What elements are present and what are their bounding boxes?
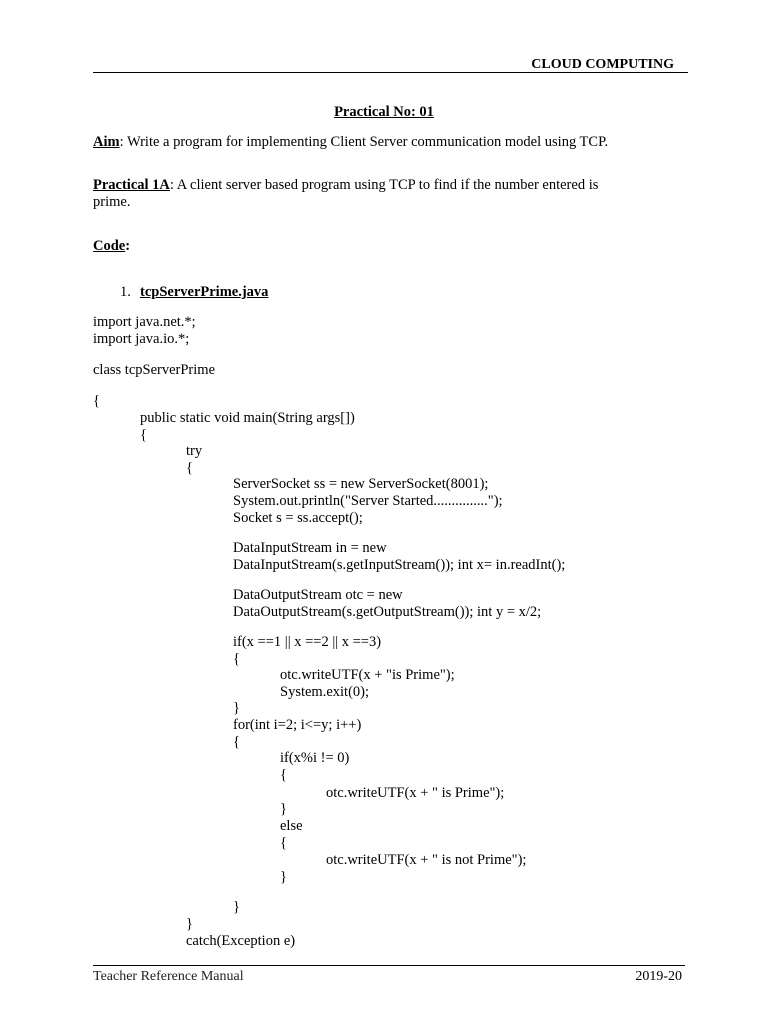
code-line: { bbox=[233, 734, 240, 750]
code-line: } bbox=[280, 801, 287, 817]
code-colon: : bbox=[125, 238, 131, 254]
code-line: DataOutputStream otc = new bbox=[233, 587, 403, 603]
code-line: catch(Exception e) bbox=[186, 933, 296, 949]
code-line: if(x ==1 || x ==2 || x ==3) bbox=[233, 634, 382, 650]
code-line: try bbox=[186, 443, 203, 459]
practical-1a-text: : A client server based program using TCP to find if the number entered is bbox=[169, 177, 599, 193]
code-line: { bbox=[186, 460, 193, 476]
code-line: { bbox=[280, 767, 287, 783]
footer-manual-title: Teacher Reference Manual bbox=[93, 969, 244, 984]
code-line: ServerSocket ss = new ServerSocket(8001); bbox=[233, 476, 489, 492]
file-name: tcpServerPrime.java bbox=[140, 284, 269, 300]
practical-number: Practical No: 01 bbox=[334, 104, 434, 120]
code-line: DataOutputStream(s.getOutputStream()); int y = x/2; bbox=[233, 604, 542, 620]
code-line: Socket s = ss.accept(); bbox=[233, 510, 363, 526]
code-line: otc.writeUTF(x + " is not Prime"); bbox=[326, 852, 527, 868]
practical-1a-text-cont: prime. bbox=[93, 194, 131, 210]
header-rule bbox=[93, 72, 688, 73]
code-line: System.exit(0); bbox=[280, 684, 370, 700]
code-line: for(int i=2; i<=y; i++) bbox=[233, 717, 362, 733]
code-line: } bbox=[233, 700, 240, 716]
footer-rule bbox=[93, 965, 685, 966]
practical-1a-paragraph bbox=[93, 177, 598, 194]
aim-paragraph bbox=[93, 134, 608, 151]
footer-year: 2019-20 bbox=[635, 969, 682, 984]
code-line: { bbox=[93, 393, 100, 409]
file-index: 1. bbox=[120, 284, 131, 300]
code-line: import java.net.*; bbox=[93, 314, 196, 330]
aim-text: : Write a program for implementing Client Server communication model using TCP. bbox=[119, 134, 609, 150]
code-label: Code bbox=[93, 238, 126, 254]
code-line: DataInputStream in = new bbox=[233, 540, 387, 556]
code-line: public static void main(String args[]) bbox=[140, 410, 355, 426]
code-line: if(x%i != 0) bbox=[280, 750, 350, 766]
code-line: else bbox=[280, 818, 303, 834]
header-title: CLOUD COMPUTING bbox=[531, 57, 674, 72]
code-line: class tcpServerPrime bbox=[93, 362, 216, 378]
practical-1a-label: Practical 1A bbox=[93, 177, 170, 193]
code-line: otc.writeUTF(x + "is Prime"); bbox=[280, 667, 455, 683]
code-line: { bbox=[280, 835, 287, 851]
code-line: import java.io.*; bbox=[93, 331, 190, 347]
code-line: } bbox=[280, 869, 287, 885]
code-line: } bbox=[233, 899, 240, 915]
code-heading bbox=[93, 238, 130, 255]
code-line: DataInputStream(s.getInputStream()); int x= in.readInt(); bbox=[233, 557, 566, 573]
code-line: { bbox=[140, 427, 147, 443]
code-line: } bbox=[186, 916, 193, 932]
code-line: otc.writeUTF(x + " is Prime"); bbox=[326, 785, 505, 801]
code-line: System.out.println("Server Started..............."); bbox=[233, 493, 503, 509]
aim-label: Aim bbox=[93, 134, 120, 150]
code-line: { bbox=[233, 651, 240, 667]
